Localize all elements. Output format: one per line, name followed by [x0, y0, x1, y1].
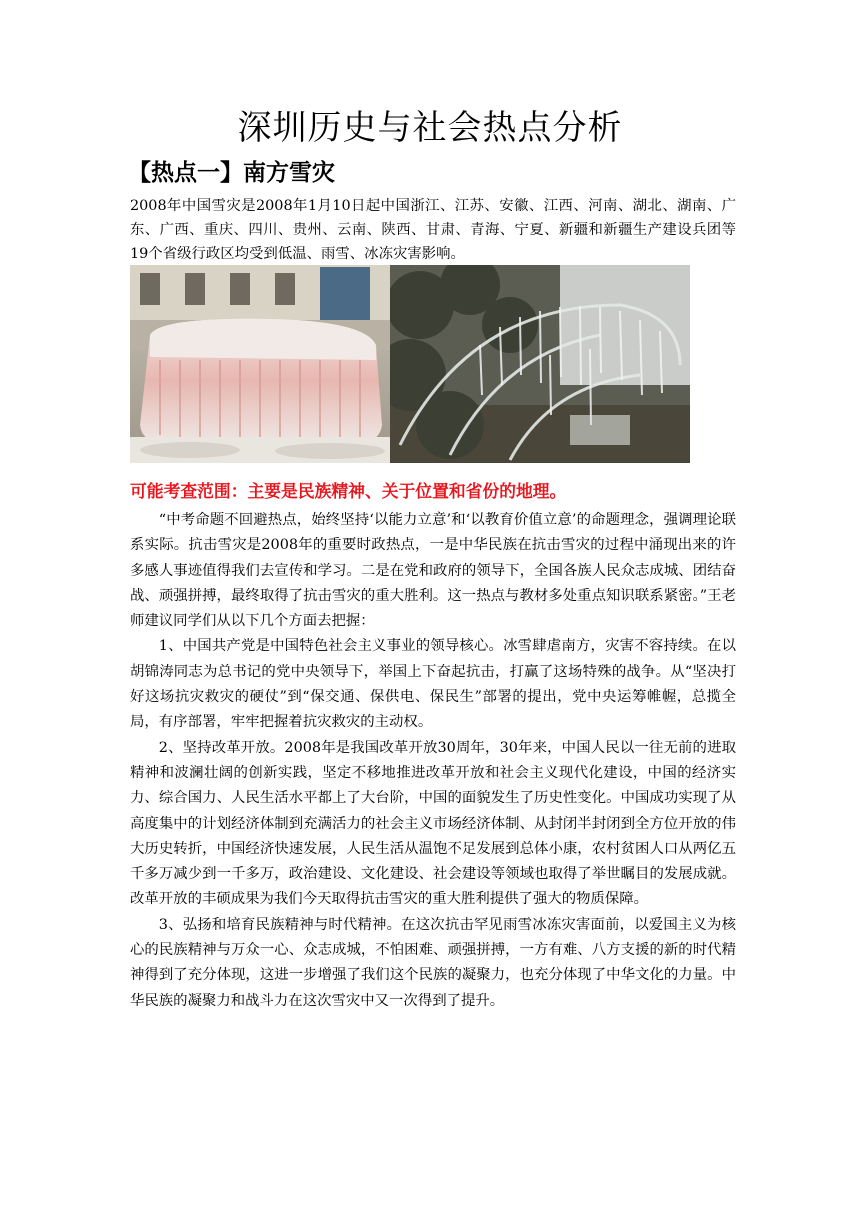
paragraph-point-1: 1、中国共产党是中国特色社会主义事业的领导核心。冰雪肆虐南方，灾害不容持续。在以胡锦涛同志为总书记的党中央领导下，举国上下奋起抗击，打赢了这场特殊的战争。从“坚决打好这场抗灾救灾的硬仗”到“保交通、保供电、保民生”部署的提出，党中央运筹帷幄，总揽全局，有序部署，牢牢把握着抗灾救灾的主动权。	[130, 638, 736, 731]
photo-strip	[130, 265, 690, 463]
page-title: 深圳历史与社会热点分析	[237, 108, 623, 148]
paragraph-quote: “中考命题不回避热点，始终坚持‘以能力立意’和‘以教育价值立意’的命题理念，强调理论联系实际。抗击雪灾是2008年的重要时政热点，一是中华民族在抗击雪灾的过程中涌现出来的许多感人事迹值得我们去宣传和学习。二是在党和政府的领导下，全国各族人民众志成城、团结奋战、顽强拼搏，最终取得了抗击雪灾的重大胜利。这一热点与教材多处重点知识联系紧密。”王老师建议同学们从以下几个方面去把握：	[130, 512, 736, 630]
frozen-tree-photo	[390, 265, 690, 463]
paragraph-point-2: 2、坚持改革开放。2008年是我国改革开放30周年，30年来，中国人民以一往无前的进取精神和波澜壮阔的创新实践，坚定不移地推进改革开放和社会主义现代化建设，中国的经济实力、综合国力、人民生活水平都上了大台阶，中国的面貌发生了历史性变化。中国成功实现了从高度集中的计划经济体制到充满活力的社会主义市场经济体制、从封闭半封闭到全方位开放的伟大历史转折，中国经济快速发展，人民生活从温饱不足发展到总体小康，农村贫困人口从两亿五千多万减少到一千多万，政治建设、文化建设、社会建设等领域也取得了举世瞩目的发展成就。改革开放的丰硕成果为我们今天取得抗击雪灾的重大胜利提供了强大的物质保障。	[130, 739, 736, 908]
hotspot-heading: 【热点一】南方雪灾	[128, 160, 335, 186]
exam-scope-note: 可能考查范围：主要是民族精神、关于位置和省份的地理。	[130, 481, 567, 501]
analysis-body	[130, 508, 736, 1014]
intro-paragraph: 2008年中国雪灾是2008年1月10日起中国浙江、江苏、安徽、江西、河南、湖北、湖南、广东、广西、重庆、四川、贵州、云南、陕西、甘肃、青海、宁夏、新疆和新疆生产建设兵团等19个省级行政区均受到低温、雨雪、冰冻灾害影响。	[130, 198, 736, 262]
frozen-car-photo	[130, 265, 390, 463]
paragraph-point-3: 3、弘扬和培育民族精神与时代精神。在这次抗击罕见雨雪冰冻灾害面前，以爱国主义为核心的民族精神与万众一心、众志成城，不怕困难、顽强拼搏，一方有难、八方支援的新的时代精神得到了充分体现，这进一步增强了我们这个民族的凝聚力，也充分体现了中华文化的力量。中华民族的凝聚力和战斗力在这次雪灾中又一次得到了提升。	[130, 916, 736, 1009]
